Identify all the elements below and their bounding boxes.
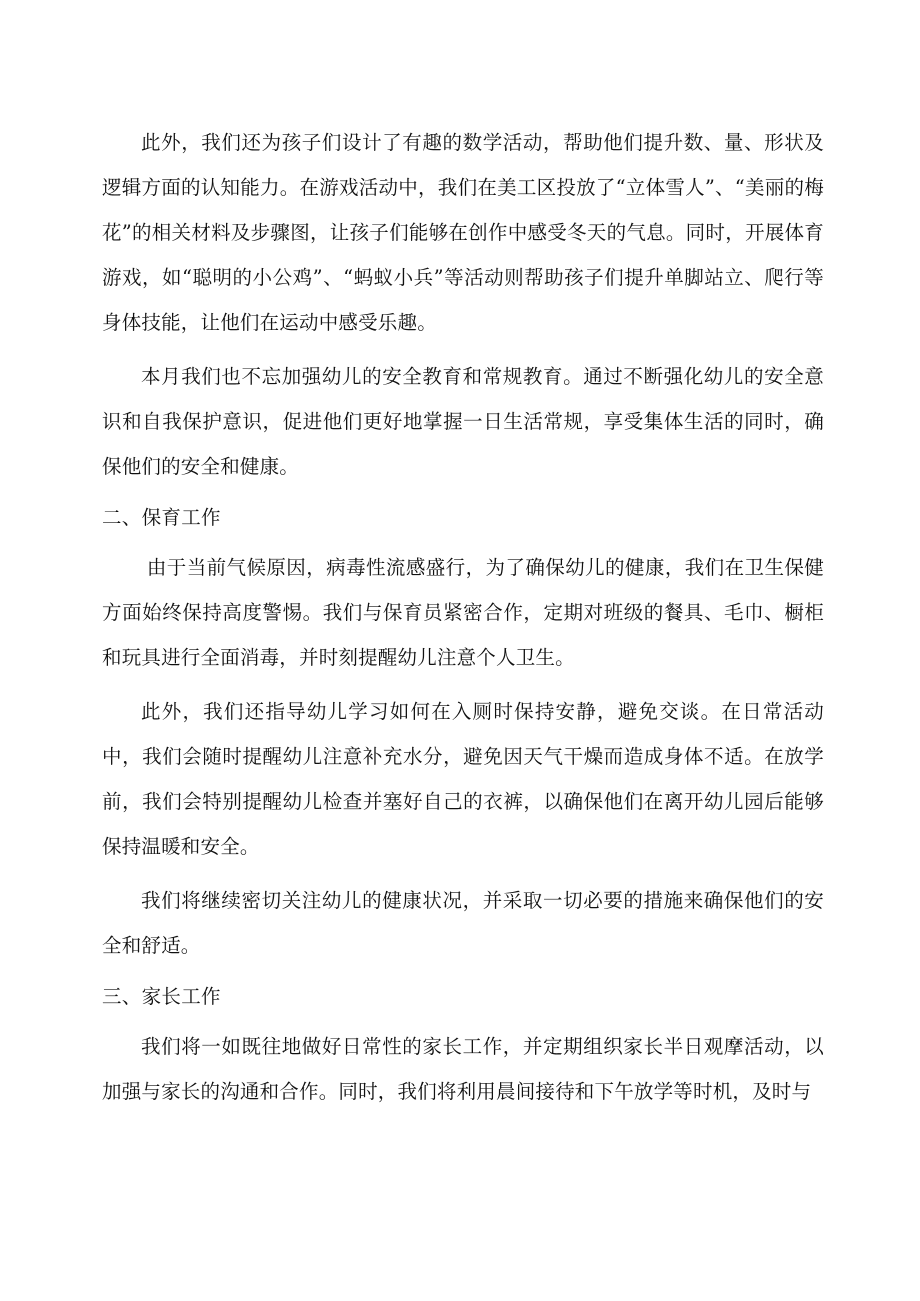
section-heading-parents: 三、家长工作 [102,985,221,1008]
document-body [102,120,824,1114]
section-heading-childcare: 二、保育工作 [102,506,221,529]
paragraph-health-monitoring: 我们将继续密切关注幼儿的健康状况，并采取一切必要的措施来确保他们的安全和舒适。 [102,889,824,957]
paragraph-hygiene: 由于当前气候原因，病毒性流感盛行，为了确保幼儿的健康，我们在卫生保健方面始终保持高度警惕。我们与保育员紧密合作，定期对班级的餐具、毛巾、橱柜和玩具进行全面消毒，并时刻提醒幼儿注意个人卫生。 [102,556,824,669]
paragraph-parent-work: 我们将一如既往地做好日常性的家长工作，并定期组织家长半日观摩活动，以加强与家长的沟通和合作。同时，我们将利用晨间接待和下午放学等时机，及时与 [102,1035,824,1103]
paragraph-daily-care: 此外，我们还指导幼儿学习如何在入厕时保持安静，避免交谈。在日常活动中，我们会随时提醒幼儿注意补充水分，避免因天气干燥而造成身体不适。在放学前，我们会特别提醒幼儿检查并塞好自己的衣裤，以确保他们在离开幼儿园后能够保持温暖和安全。 [102,700,824,858]
paragraph-math-activities: 此外，我们还为孩子们设计了有趣的数学活动，帮助他们提升数、量、形状及逻辑方面的认知能力。在游戏活动中，我们在美工区投放了“立体雪人”、“美丽的梅花”的相关材料及步骤图，让孩子们能够在创作中感受冬天的气息。同时，开展体育游戏，如“聪明的小公鸡”、“蚂蚁小兵”等活动则帮助孩子们提升单脚站立、爬行等身体技能，让他们在运动中感受乐趣。 [102,131,824,334]
paragraph-safety-education: 本月我们也不忘加强幼儿的安全教育和常规教育。通过不断强化幼儿的安全意识和自我保护意识，促进他们更好地掌握一日生活常规，享受集体生活的同时，确保他们的安全和健康。 [102,365,824,478]
